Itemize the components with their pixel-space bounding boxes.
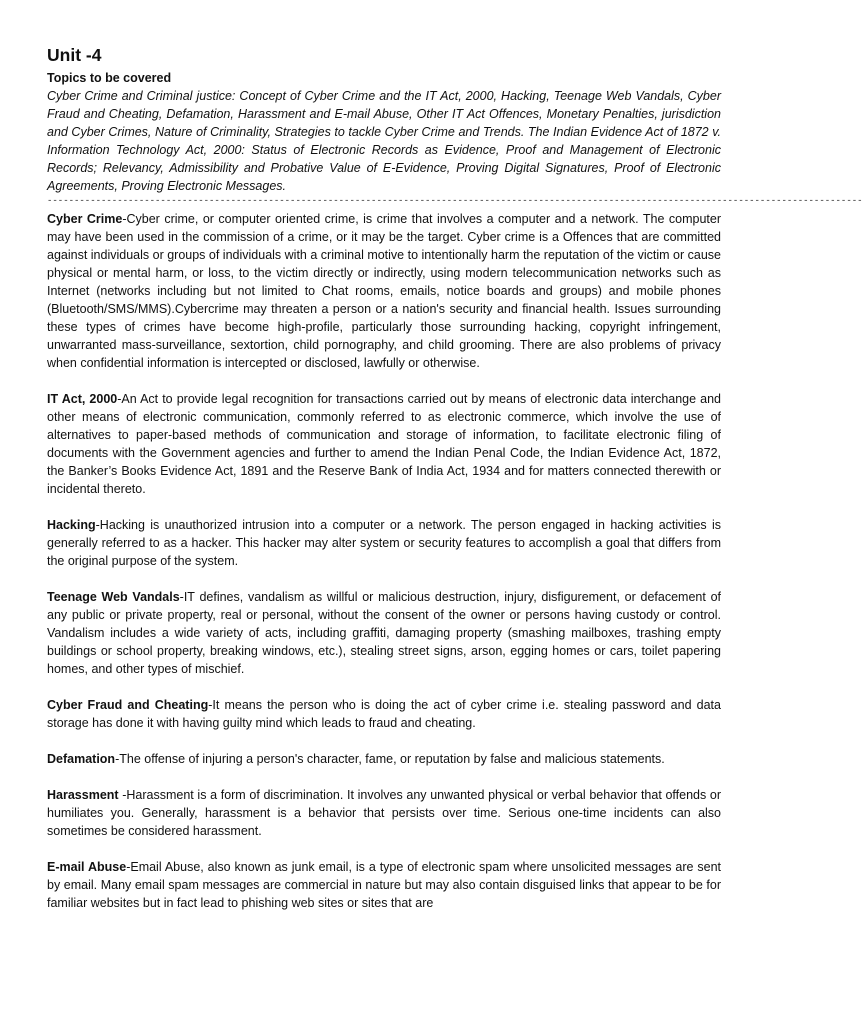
term-defamation: Defamation bbox=[47, 752, 116, 766]
term-cyber-crime: Cyber Crime bbox=[47, 212, 123, 226]
definition-cyber-fraud: -It means the person who is doing the act of cyber crime i.e. stealing password and data storage has done it with having guilty mind which leads to fraud and cheating. bbox=[47, 698, 721, 730]
section-teenage-web-vandals bbox=[47, 588, 721, 678]
definition-cyber-crime: -Cyber crime, or computer oriented crime, is crime that involves a computer and a network. The computer may have been used in the commission of a crime, or it may be the target. Cyber crime is a Offences that are committed against individuals or groups of individuals with a criminal motive to intentionally harm the reputation of the victim or cause physical or mental harm, or loss, to the victim directly or indirectly, using modern telecommunication networks such as Internet (networks including but not limited to Chat rooms, emails, notice boards and groups) and mobile phones (Bluetooth/SMS/MMS).Cybercrime may threaten a person or a nation's security and financial health. Issues surrounding these types of crimes have become high-profile, particularly those surrounding hacking, copyright infringement, unwarranted mass-surveillance, sextortion, child pornography, and child grooming. There are also problems of privacy when confidential information is intercepted or disclosed, lawfully or otherwise. bbox=[47, 212, 721, 370]
definition-teenage-web-vandals: -IT defines, vandalism as willful or malicious destruction, injury, disfigurement, or defacement of any public or private property, real or personal, without the consent of the owner or persons having custody or control. Vandalism includes a wide variety of acts, including graffiti, damaging property (smashing mailboxes, trashing empty buildings or school property, breaking windows, etc.), stealing street signs, arson, egging homes or cars, toilet papering homes, and other types of mischief. bbox=[47, 590, 721, 676]
section-defamation bbox=[47, 750, 721, 768]
definition-it-act-2000: -An Act to provide legal recognition for transactions carried out by means of electronic data interchange and other means of electronic communication, commonly referred to as electronic commerce, which involve the use of alternatives to paper-based methods of communication and storage of information, to facilitate electronic filing of documents with the Government agencies and further to amend the Indian Penal Code, the Indian Evidence Act, 1872, the Banker’s Books Evidence Act, 1891 and the Reserve Bank of India Act, 1934 and for matters connected therewith or incidental thereto. bbox=[47, 392, 722, 496]
section-divider: ------------------------------------------------------------------------------------------------------------------------------------------------------- bbox=[47, 196, 863, 206]
definition-email-abuse: -Email Abuse, also known as junk email, is a type of electronic spam where unsolicited messages are sent by email. Many email spam messages are commercial in nature but may also contain disguised links that appear to be for familiar websites but in fact lead to phishing web sites or sites that are bbox=[47, 860, 721, 910]
term-cyber-fraud: Cyber Fraud and Cheating bbox=[47, 698, 209, 712]
term-harassment: Harassment bbox=[47, 788, 119, 802]
term-it-act-2000: IT Act, 2000 bbox=[47, 392, 118, 406]
topics-heading: Topics to be covered bbox=[47, 71, 172, 85]
definition-harassment: -Harassment is a form of discrimination. It involves any unwanted physical or verbal behavior that offends or humiliates you. Generally, harassment is a behavior that persists over time. Serious one-time incidents can also sometimes be considered harassment. bbox=[47, 788, 721, 838]
term-teenage-web-vandals: Teenage Web Vandals bbox=[47, 590, 180, 604]
section-cyber-crime bbox=[47, 210, 721, 372]
document-page bbox=[47, 44, 863, 930]
definition-defamation: -The offense of injuring a person's character, fame, or reputation by false and malicious statements. bbox=[115, 752, 665, 766]
section-harassment bbox=[47, 786, 721, 840]
unit-title: Unit -4 bbox=[47, 45, 102, 65]
section-it-act-2000 bbox=[47, 390, 721, 498]
section-hacking bbox=[47, 516, 721, 570]
topics-text: Cyber Crime and Criminal justice: Concept of Cyber Crime and the IT Act, 2000, Hacking, Teenage Web Vandals, Cyber Fraud and Cheating, Defamation, Harassment and E-mail Abuse, Other IT Act Offences, Monetary Penalties, jurisdiction and Cyber Crimes, Nature of Criminality, Strategies to tackle Cyber Crime and Trends. The Indian Evidence Act of 1872 v. Information Technology Act, 2000: Status of Electronic Records as Evidence, Proof and Management of Electronic Records; Relevancy, Admissibility and Probative Value of E-Evidence, Proving Digital Signatures, Proof of Electronic Agreements, Proving Electronic Messages. bbox=[47, 89, 721, 193]
section-cyber-fraud bbox=[47, 696, 721, 732]
term-hacking: Hacking bbox=[47, 518, 96, 532]
definition-hacking: -Hacking is unauthorized intrusion into a computer or a network. The person engaged in hacking activities is generally referred to as a hacker. This hacker may alter system or security features to accomplish a goal that differs from the original purpose of the system. bbox=[47, 518, 721, 568]
term-email-abuse: E-mail Abuse bbox=[47, 860, 127, 874]
section-email-abuse bbox=[47, 858, 721, 912]
